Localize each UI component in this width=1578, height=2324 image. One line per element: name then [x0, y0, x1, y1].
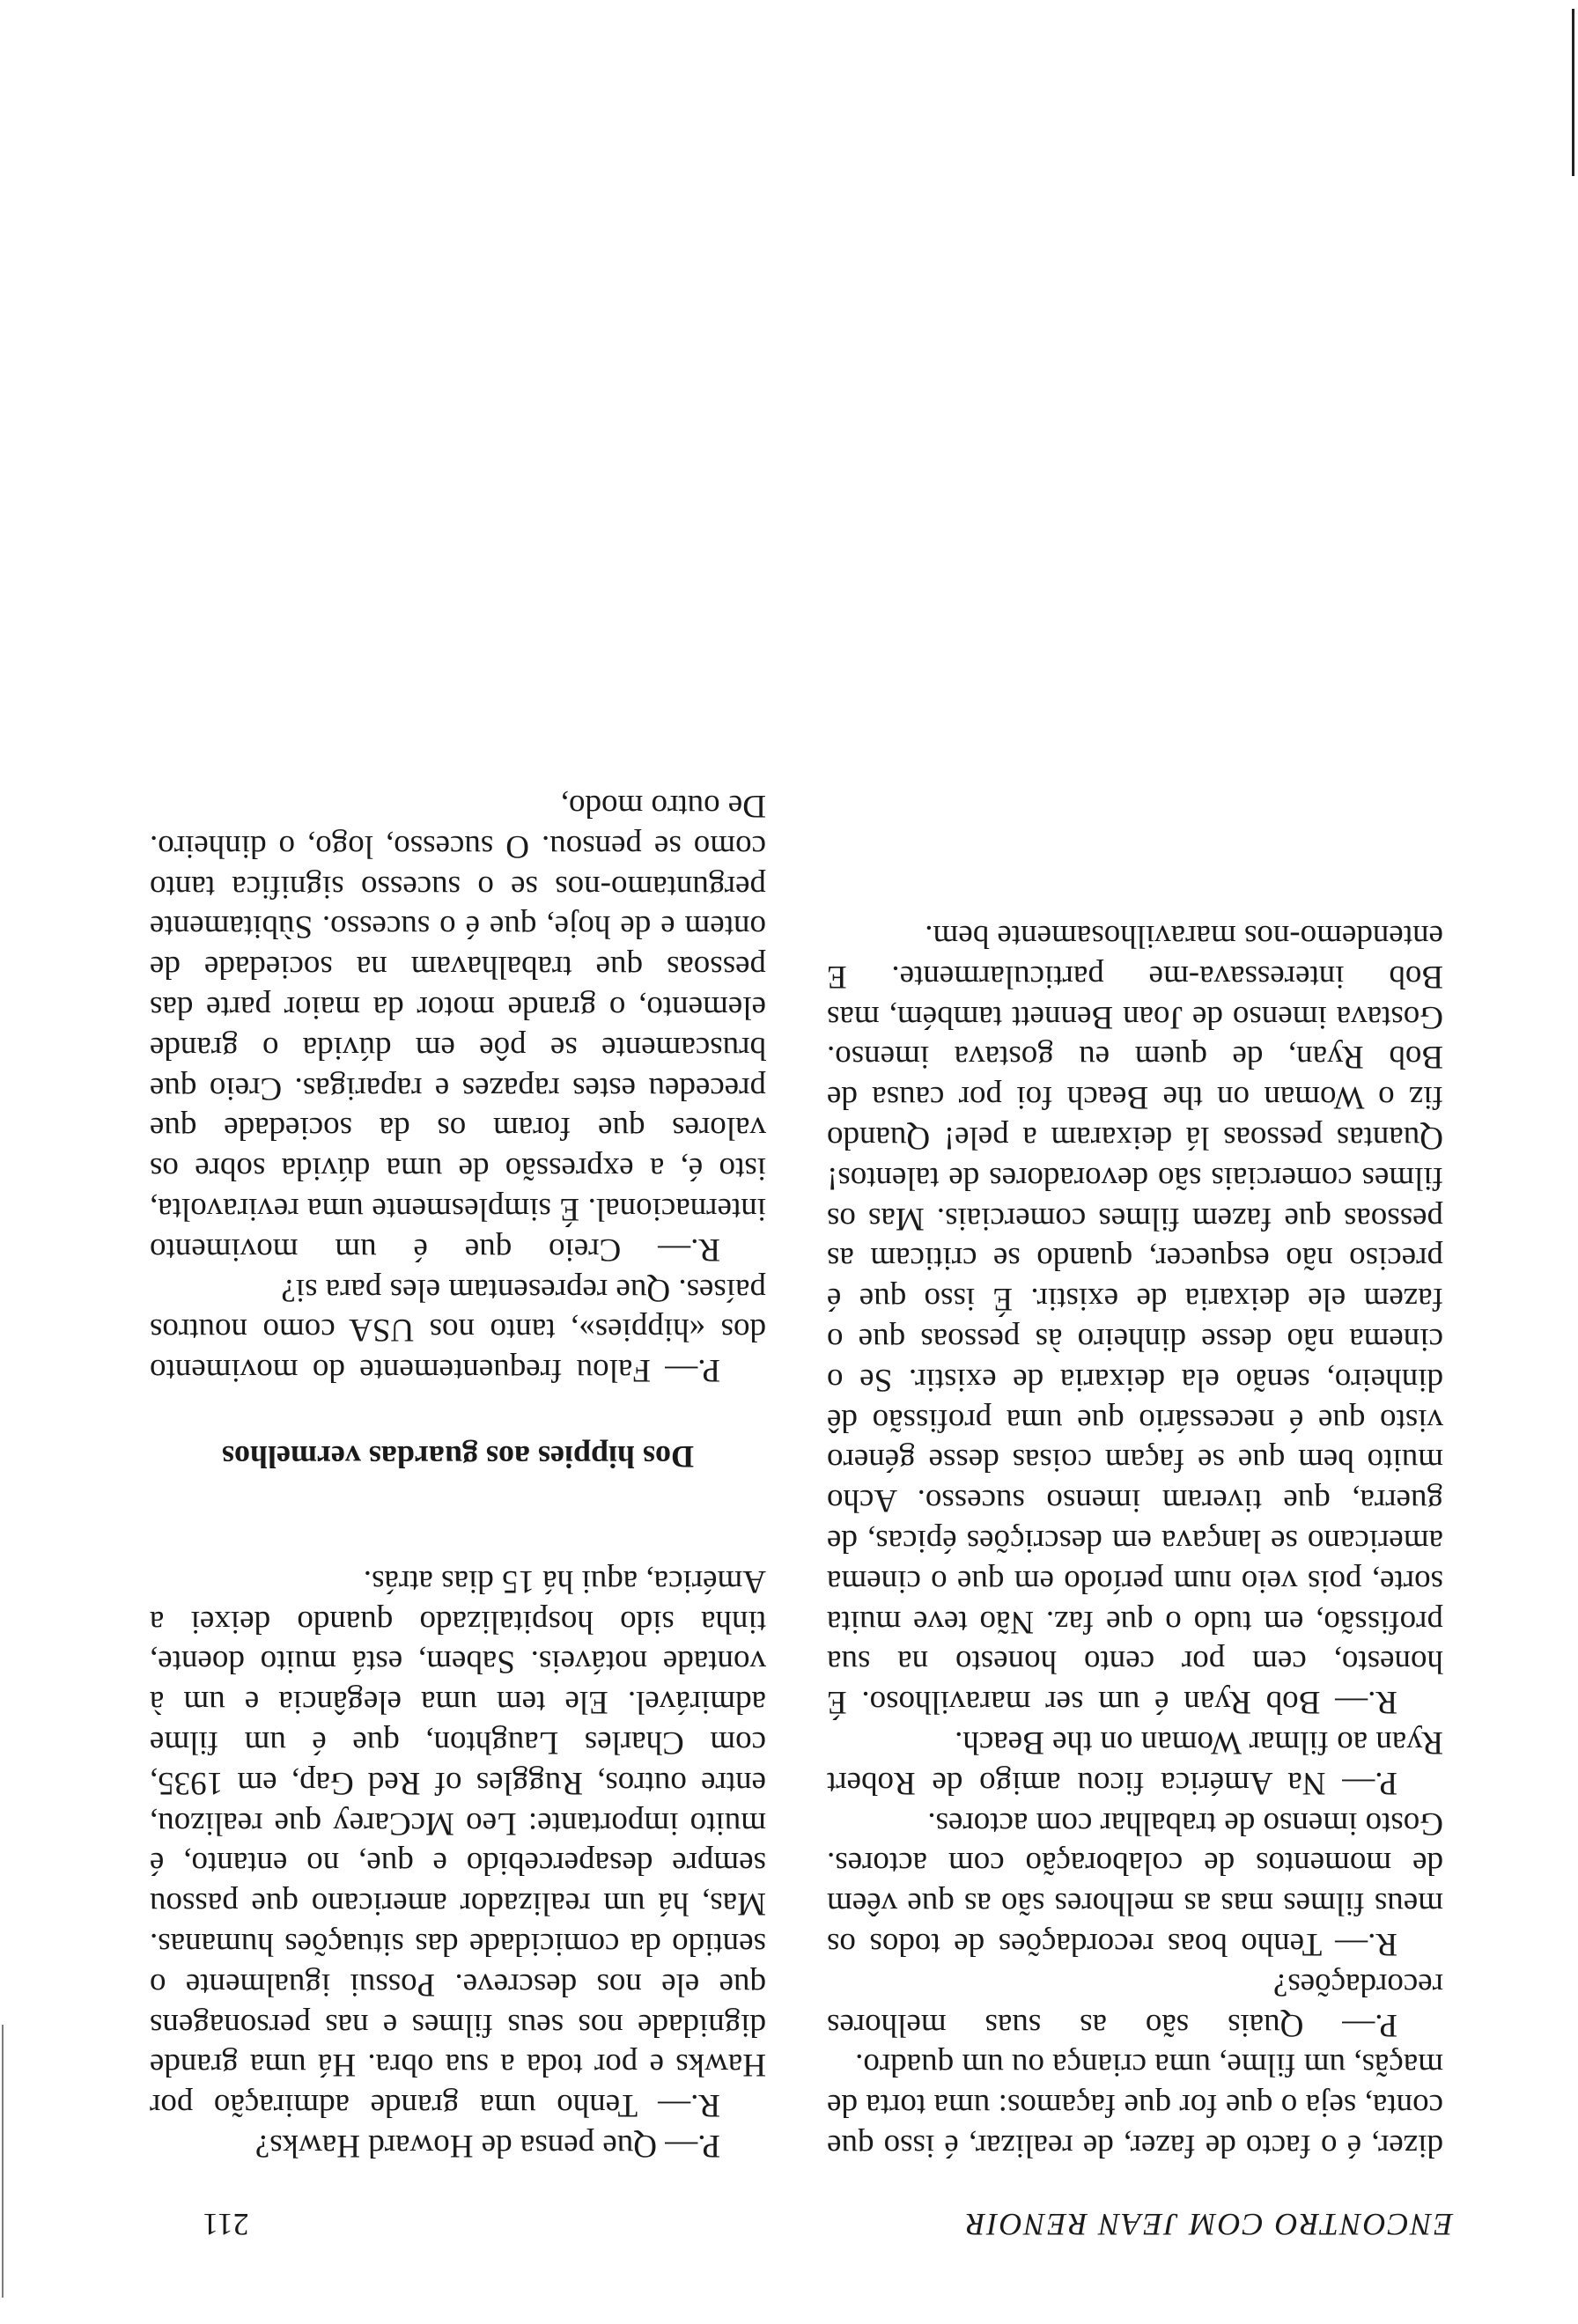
answer-paragraph: R.— Bob Ryan é um ser maravilhoso. É honesto, cem por cento honesto na sua profissão, em tudo o que faz. Não teve muita sorte, pois veio num período em que o cinema americano se lançava em descrições épicas, de guerra, que tiveram imenso sucesso. Acho muito bem que se façam coisas desse género visto que é necessário que uma profissão dê dinheiro, senão ela deixaria de existir. Se o cinema não desse dinheiro às pessoas que o fazem ele deixaria de existir. É isso que é preciso não esquecer, quando se criticam as pessoas que fazem filmes comerciais. Mas os filmes comerciais são devoradores de talentos! Quantas pessoas lá deixaram a pele! Quando fiz o Woman on the Beach foi por causa de Bob Ryan, de quem eu gostava imenso. Gostava imenso de Joan Bennett também, mas Bob interessava-me particularmente. E entendemo-nos maravilhosamente bem. — [827, 918, 1443, 1721]
page-number: 211 — [203, 2207, 249, 2242]
scan-edge-mark — [1572, 9, 1574, 176]
text-column-left — [827, 916, 1443, 2166]
scan-edge-mark — [2, 2025, 4, 2298]
section-heading: Dos hippies aos guardas vermelhos — [221, 1439, 695, 1475]
text-column-right — [150, 785, 766, 2166]
question-paragraph: P.— Na América ficou amigo de Robert Ryan ao filmar Woman on the Beach. — [827, 1725, 1443, 1801]
question-paragraph: P.— Quais são as suas melhores recordações? — [827, 1966, 1443, 2043]
paragraph: dizer, é o facto de fazer, de realizar, é isso que conta, seja o que for que façamos: uma torta de maçãs, um filme, uma criança ou um quadro. — [827, 2047, 1443, 2164]
answer-paragraph: R.— Tenho boas recordações de todos os meus filmes mas as melhores são as que vêem de momentos de colaboração com actores. Gosto imenso de trabalhar com actores. — [827, 1805, 1443, 1963]
question-paragraph: P.— Falou frequentemente do movimento dos «hippies», tanto nos USA como noutros países. Que representam eles para si? — [150, 1271, 766, 1389]
answer-paragraph: R.— Creio que é um movimento internacional. É simplesmente uma reviravolta, isto é, a expressão de uma dúvida sobre os valores que foram os da sociedade que precedeu estes rapazes e raparigas. Creio que bruscamente se pôe em dúvida o grande elemento, o grande motor da maior parte das pessoas que trabalhavam na sociedade de ontem e de hoje, que é o sucesso. Sùbitamente perguntamo-nos se o sucesso significa tanto como se pensou. O sucesso, logo, o dinheiro. De outro modo, — [150, 788, 766, 1268]
answer-paragraph: R.— Tenho uma grande admiração por Hawks e por toda a sua obra. Há uma grande dignidade nos seus filmes e nas personagens que ele nos descreve. Possui igualmente o sentido da comicidade das situações humanas. Mas, há um realizador americano que passou sempre desapercebido e que, no entanto, é muito importante: Leo McCarey que realizou, entre outros, Ruggles of Red Gap, em 1935, com Charles Laughton, que é um filme admirável. Ele tem uma elegância e um à vontade notáveis. Sabem, está muito doente, tinha sido hospitalizado quando deixei a América, aqui há 15 dias atrás. — [150, 1563, 766, 2124]
running-head: ENCONTRO COM JEAN RENOIR — [964, 2207, 1453, 2242]
question-paragraph: P.— Que pensa de Howard Hawks? — [254, 2128, 720, 2164]
